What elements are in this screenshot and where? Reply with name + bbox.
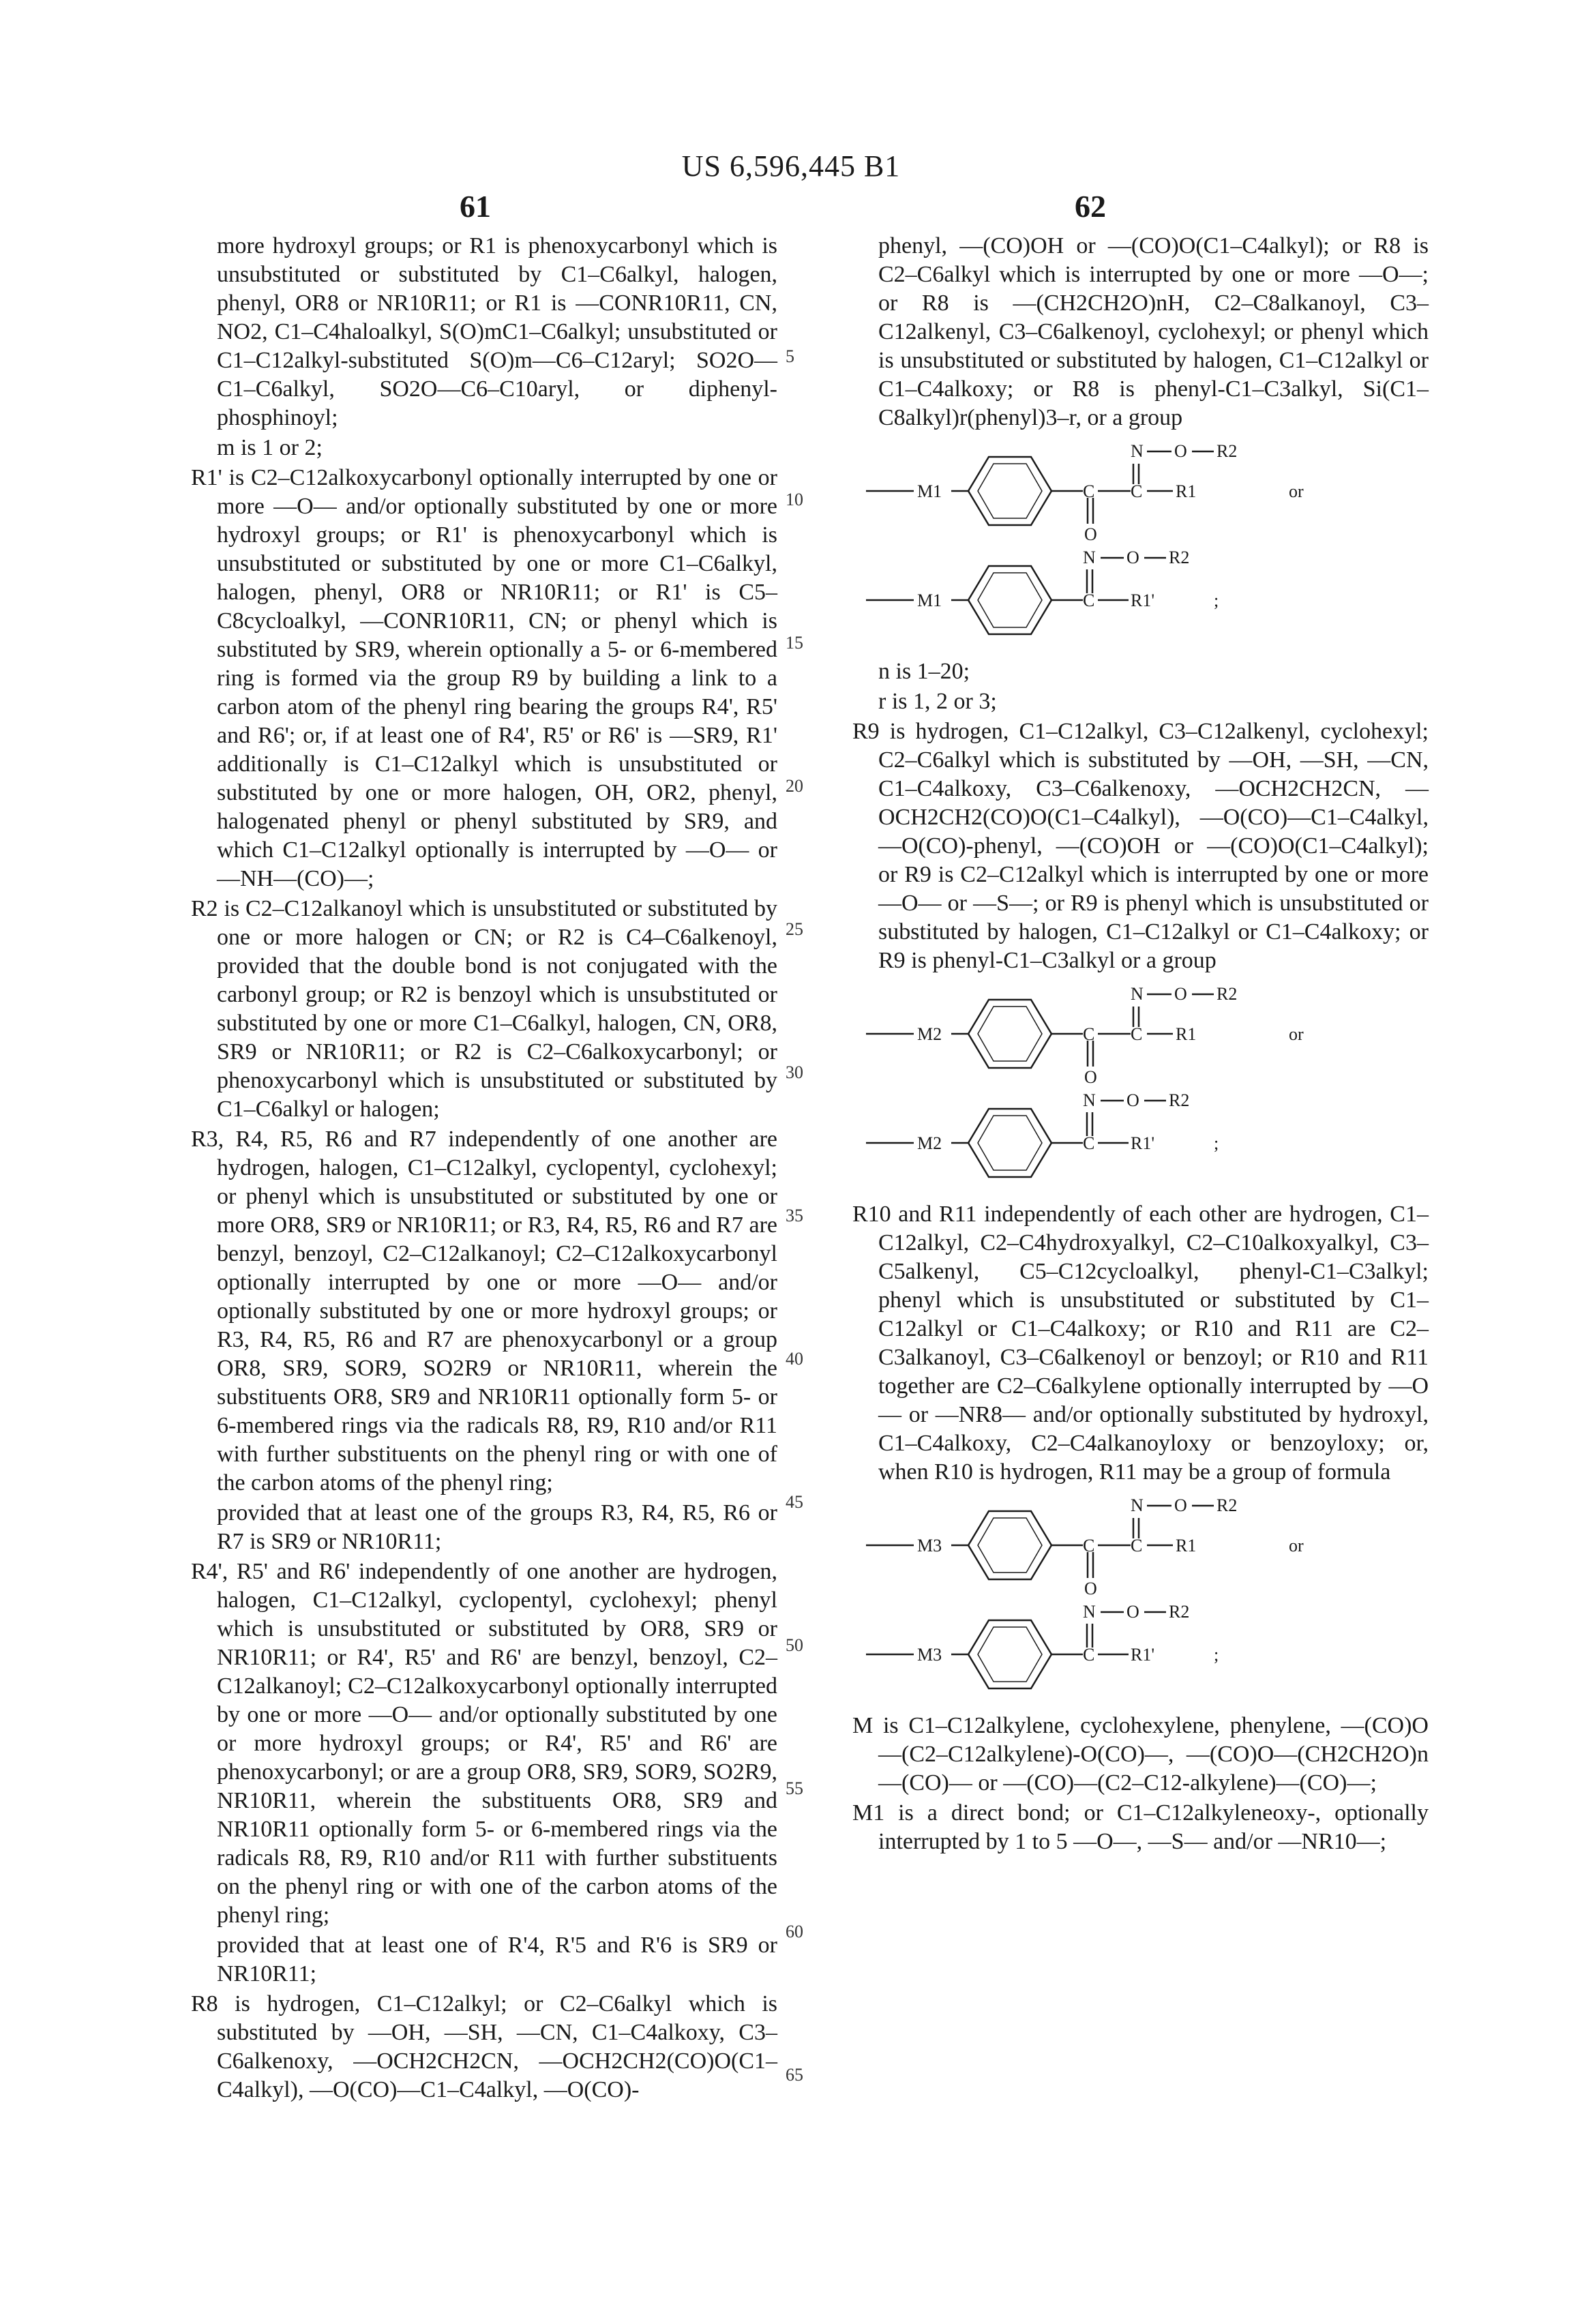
formula-atom: N bbox=[1131, 986, 1144, 1004]
formula-label-m: M2 bbox=[917, 1024, 942, 1044]
formula-label-r2: R2 bbox=[1217, 986, 1237, 1004]
line-number: 45 bbox=[786, 1492, 803, 1513]
proviso: provided that at least one of the groups R3, R4, R5, R6 or R7 is SR9 or NR10R11; bbox=[191, 1499, 777, 1556]
paragraph: m is 1 or 2; bbox=[191, 434, 777, 462]
formula-label-r2: R2 bbox=[1217, 1498, 1237, 1515]
formula-atom: N bbox=[1083, 1602, 1096, 1622]
left-column bbox=[191, 232, 777, 2106]
formula-or: or bbox=[1289, 1536, 1304, 1555]
formula-atom: O bbox=[1126, 1090, 1139, 1110]
definition-r8: R8 is hydrogen, C1–C12alkyl; or C2–C6alkyl which is substituted by —OH, —SH, —CN, C1–C4alkoxy, C3–C6alkenoxy, —OCH2CH2CN, —OCH2CH2(CO)O(C1–C4alkyl), —O(CO)—C1–C4alkyl, —O(CO)- bbox=[191, 1990, 777, 2104]
line-number: 35 bbox=[786, 1206, 803, 1226]
definition-r2: R2 is C2–C12alkanoyl which is unsubstituted or substituted by one or more halogen or CN; or R2 is C4–C6alkenoyl, provided that the double bond is not conjugated with the carbonyl group; or R2 is benzoyl which is unsubstituted or substituted by one or more C1–C6alkyl, halogen, CN, OR8, SR9 or NR10R11; or R2 is C2–C6alkoxycarbonyl; or phenoxycarbonyl which is unsubstituted or substituted by C1–C6alkyl or halogen; bbox=[191, 895, 777, 1124]
formula-atom: O bbox=[1084, 524, 1097, 544]
formula-atom: O bbox=[1084, 1067, 1097, 1087]
formula-label-m: M3 bbox=[917, 1536, 942, 1555]
line-number: 20 bbox=[786, 776, 803, 796]
chemical-formula-m2 bbox=[852, 986, 1429, 1184]
formula-label-r1-prime: R1' bbox=[1131, 591, 1154, 610]
line-number: 60 bbox=[786, 1922, 803, 1942]
formula-label-m: M1 bbox=[917, 481, 942, 501]
formula-atom: C bbox=[1131, 1536, 1142, 1555]
paragraph: more hydroxyl groups; or R1 is phenoxycarbonyl which is unsubstituted or substituted by C1–C6alkyl, halogen, phenyl, OR8 or NR10R11; or R1 is —CONR10R11, CN, NO2, C1–C4haloalkyl, S(O)mC1–C6alkyl; unsubstituted or C1–C12alkyl-substituted S(O)m—C6–C12aryl; SO2O—C1–C6alkyl, SO2O—C6–C10aryl, or diphenyl-phosphinoyl; bbox=[191, 232, 777, 432]
proviso: provided that at least one of R'4, R'5 and R'6 is SR9 or NR10R11; bbox=[191, 1931, 777, 1988]
definition-r4-r6-prime: R4', R5' and R6' independently of one another are hydrogen, halogen, C1–C12alkyl, cyclopentyl, cyclohexyl; phenyl which is unsubstituted or substituted by OR8, SR9 or NR10R11; or R4', R5' and R6' are benzyl, benzoyl, C2–C12alkanoyl; C2–C12alkoxycarbonyl optionally interrupted by one or more —O— and/or optionally substituted by one or more hydroxyl groups; or R4', R5' and R6' are phenoxycarbonyl; or are a group OR8, SR9, SOR9, SO2R9, NR10R11, wherein the substituents OR8, SR9 and NR10R11 optionally form 5- or 6-membered rings via the radicals R8, R9, R10 and/or R11 with further substituents on the phenyl ring or with one of the carbon atoms of the phenyl ring; bbox=[191, 1558, 777, 1930]
formula-label-r2: R2 bbox=[1217, 443, 1237, 461]
formula-atom: C bbox=[1083, 1645, 1094, 1665]
line-number: 65 bbox=[786, 2065, 803, 2085]
formula-label-r2: R2 bbox=[1169, 548, 1189, 567]
paragraph: phenyl, —(CO)OH or —(CO)O(C1–C4alkyl); or R8 is C2–C6alkyl which is interrupted by one or more —O—; or R8 is —(CH2CH2O)nH, C2–C8alkanoyl, C3–C12alkenyl, C3–C6alkenoyl, cyclohexyl; or phenyl which is unsubstituted or substituted by halogen, C1–C12alkyl or C1–C4alkoxy; or R8 is phenyl-C1–C3alkyl, Si(C1–C8alkyl)r(phenyl)3–r, or a group bbox=[852, 232, 1429, 432]
page-number-left: 61 bbox=[460, 188, 491, 224]
formula-label-r1-prime: R1' bbox=[1131, 1133, 1154, 1153]
formula-label-m: M2 bbox=[917, 1133, 942, 1153]
formula-or: or bbox=[1289, 481, 1304, 501]
formula-atom: N bbox=[1131, 1498, 1144, 1515]
line-number: 5 bbox=[786, 346, 794, 367]
formula-label-r1: R1 bbox=[1176, 1024, 1196, 1044]
formula-atom: O bbox=[1174, 443, 1187, 461]
formula-label-m: M1 bbox=[917, 591, 942, 610]
formula-atom: C bbox=[1083, 591, 1094, 610]
paragraph: r is 1, 2 or 3; bbox=[852, 687, 1429, 716]
chemical-formula-m1 bbox=[852, 443, 1429, 641]
line-number: 25 bbox=[786, 919, 803, 940]
formula-semicolon: ; bbox=[1214, 1133, 1219, 1153]
formula-atom: C bbox=[1083, 1024, 1094, 1044]
line-number: 30 bbox=[786, 1062, 803, 1083]
formula-atom: C bbox=[1131, 1024, 1142, 1044]
formula-atom: C bbox=[1083, 1133, 1094, 1153]
formula-label-r2: R2 bbox=[1169, 1090, 1189, 1110]
line-number: 50 bbox=[786, 1635, 803, 1656]
formula-atom: N bbox=[1131, 443, 1144, 461]
formula-atom: O bbox=[1174, 1498, 1187, 1515]
definition-m1: M1 is a direct bond; or C1–C12alkyleneoxy-, optionally interrupted by 1 to 5 —O—, —S— and/or —NR10—; bbox=[852, 1799, 1429, 1856]
formula-atom: O bbox=[1126, 1602, 1139, 1622]
chemical-formula-m3 bbox=[852, 1498, 1429, 1695]
formula-label-r1: R1 bbox=[1176, 1536, 1196, 1555]
formula-semicolon: ; bbox=[1214, 591, 1219, 610]
patent-number: US 6,596,445 B1 bbox=[0, 149, 1582, 183]
formula-or: or bbox=[1289, 1024, 1304, 1044]
formula-label-r1: R1 bbox=[1176, 481, 1196, 501]
formula-label-r1-prime: R1' bbox=[1131, 1645, 1154, 1665]
definition-m: M is C1–C12alkylene, cyclohexylene, phenylene, —(CO)O—(C2–C12alkylene)-O(CO)—, —(CO)O—(CH2CH2O)n—(CO)— or —(CO)—(C2–C12-alkylene)—(CO)—; bbox=[852, 1712, 1429, 1798]
page-number-right: 62 bbox=[1075, 188, 1106, 224]
definition-r3-r7: R3, R4, R5, R6 and R7 independently of one another are hydrogen, halogen, C1–C12alkyl, cyclopentyl, cyclohexyl; or phenyl which is unsubstituted or substituted by one or more OR8, SR9 or NR10R11; or R3, R4, R5, R6 and R7 are benzyl, benzoyl, C2–C12alkanoyl; C2–C12alkoxycarbonyl optionally interrupted by one or more —O— and/or optionally substituted by one or more hydroxyl groups; or R3, R4, R5, R6 and R7 are phenoxycarbonyl or a group OR8, SR9, SOR9, SO2R9 or NR10R11, wherein the substituents OR8, SR9 and NR10R11 optionally form 5- or 6-membered rings via the radicals R8, R9, R10 and/or R11 with further substituents on the phenyl ring or with one of the carbon atoms of the phenyl ring; bbox=[191, 1125, 777, 1498]
formula-atom: O bbox=[1174, 986, 1187, 1004]
formula-atom: O bbox=[1084, 1579, 1097, 1598]
paragraph: n is 1–20; bbox=[852, 657, 1429, 686]
formula-atom: O bbox=[1126, 548, 1139, 567]
formula-atom: C bbox=[1083, 481, 1094, 501]
definition-r10-r11: R10 and R11 independently of each other are hydrogen, C1–C12alkyl, C2–C4hydroxyalkyl, C2–C10alkoxyalkyl, C3–C5alkenyl, C5–C12cycloalkyl, phenyl-C1–C3alkyl; phenyl which is unsubstituted or substituted by C1–C12alkyl or C1–C4alkoxy; or R10 and R11 are C2–C3alkanoyl, C3–C6alkenoyl or benzoyl; or R10 and R11 together are C2–C6alkylene optionally interrupted by —O— or —NR8— and/or optionally substituted by hydroxyl, C1–C4alkoxy, C2–C4alkanoyloxy or benzoyloxy; or, when R10 is hydrogen, R11 may be a group of formula bbox=[852, 1200, 1429, 1487]
definition-r1-prime: R1' is C2–C12alkoxycarbonyl optionally interrupted by one or more —O— and/or optionally substituted by one or more hydroxyl groups; or R1' is phenoxycarbonyl which is unsubstituted or substituted by one or more C1–C6alkyl, halogen, phenyl, OR8 or NR10R11; or R1' is C5–C8cycloalkyl, —CONR10R11, CN; or phenyl which is substituted by SR9, wherein optionally a 5- or 6-membered ring is formed via the group R9 by building a link to a carbon atom of the phenyl ring bearing the groups R4', R5' and R6'; or, if at least one of R4', R5' or R6' is —SR9, R1' additionally is C1–C12alkyl which is unsubstituted or substituted by one or more halogen, OH, OR2, phenyl, halogenated phenyl or phenyl substituted by SR9, and which C1–C12alkyl optionally is interrupted by —O— or —NH—(CO)—; bbox=[191, 464, 777, 893]
formula-label-r2: R2 bbox=[1169, 1602, 1189, 1622]
line-number: 10 bbox=[786, 490, 803, 510]
line-number: 40 bbox=[786, 1349, 803, 1369]
line-number: 15 bbox=[786, 633, 803, 653]
formula-atom: C bbox=[1083, 1536, 1094, 1555]
formula-semicolon: ; bbox=[1214, 1645, 1219, 1665]
formula-atom: N bbox=[1083, 548, 1096, 567]
line-number: 55 bbox=[786, 1778, 803, 1799]
right-column bbox=[852, 232, 1429, 1858]
formula-label-m: M3 bbox=[917, 1645, 942, 1665]
formula-atom: C bbox=[1131, 481, 1142, 501]
definition-r9: R9 is hydrogen, C1–C12alkyl, C3–C12alkenyl, cyclohexyl; C2–C6alkyl which is substituted by —OH, —SH, —CN, C1–C4alkoxy, C3–C6alkenoxy, —OCH2CH2CN, —OCH2CH2(CO)O(C1–C4alkyl), —O(CO)—C1–C4alkyl, —O(CO)-phenyl, —(CO)OH or —(CO)O(C1–C4alkyl); or R9 is C2–C12alkyl which is interrupted by one or more —O— or —S—; or R9 is phenyl which is unsubstituted or substituted by halogen, C1–C12alkyl or C1–C4alkoxy; or R9 is phenyl-C1–C3alkyl or a group bbox=[852, 717, 1429, 975]
formula-atom: N bbox=[1083, 1090, 1096, 1110]
